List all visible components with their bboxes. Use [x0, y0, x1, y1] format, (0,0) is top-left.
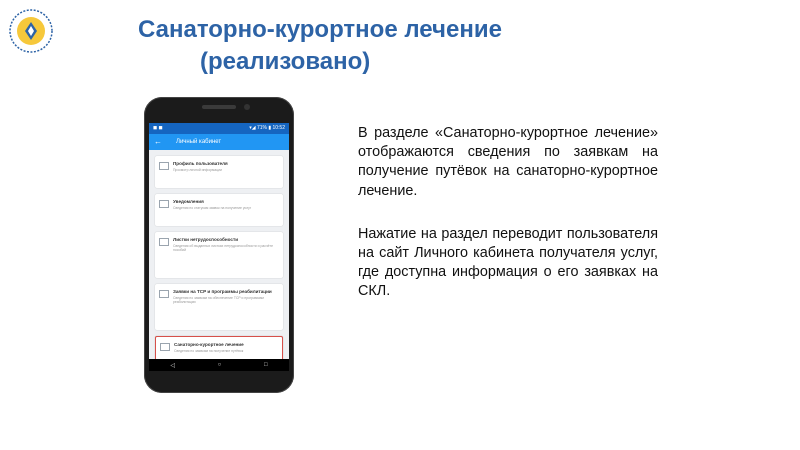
document-icon — [159, 162, 169, 170]
description — [358, 124, 658, 326]
phone-speaker — [202, 105, 236, 109]
card-sick-leave[interactable] — [155, 232, 283, 278]
card-title: Санаторно-курортное лечение — [174, 342, 244, 347]
cabinet-menu — [149, 150, 289, 371]
card-desc: Просмотр личной информации — [173, 167, 222, 172]
document-icon — [159, 200, 169, 208]
title-line1: Санаторно-курортное лечение — [138, 16, 502, 43]
card-title: Профиль пользователя — [173, 161, 228, 166]
card-desc: Сведения об выданных листках нетрудоспособности и расчёте пособий — [173, 243, 273, 252]
description-paragraph-1: В разделе «Санаторно-курортное лечение» отображаются сведения по заявкам на получение путёвок на санаторно-курортное лечение. — [358, 125, 658, 199]
title-line2: (реализовано) — [200, 48, 371, 75]
phone-screen — [149, 123, 289, 371]
card-rehab[interactable] — [155, 284, 283, 330]
card-desc: Сведения по статусам заявок на получение услуг — [173, 205, 252, 210]
app-bar-title: Личный кабинет — [176, 139, 222, 145]
app-bar — [149, 134, 289, 150]
description-paragraph-2: Нажатие на раздел переводит пользователя на сайт Личного кабинета получателя услуг, где доступна информация о его заявках на СКЛ. — [358, 225, 658, 300]
nav-back-icon[interactable]: ◁ — [170, 362, 175, 369]
nav-recent-icon[interactable]: □ — [264, 362, 268, 368]
document-icon — [159, 238, 169, 246]
back-arrow-icon[interactable]: ← — [154, 137, 162, 146]
phone-mockup — [144, 97, 294, 393]
status-right: ▾◢ 71% ▮ 10:52 — [249, 125, 285, 131]
card-profile[interactable] — [155, 156, 283, 188]
nav-home-icon[interactable]: ○ — [217, 362, 222, 368]
page-title — [138, 14, 658, 78]
phone-camera — [244, 104, 250, 110]
status-bar — [149, 123, 289, 134]
card-notifications[interactable] — [155, 194, 283, 226]
card-desc: Сведения по заявкам на обеспечение ТСР и программам реабилитации — [173, 295, 264, 304]
card-title: Уведомления — [173, 199, 204, 204]
card-title: Заявки на ТСР и программы реабилитации — [173, 289, 272, 294]
status-left: ◼ ◼ — [153, 125, 163, 131]
card-desc: Сведения по заявкам на получение путёвок — [174, 348, 244, 353]
document-icon — [160, 343, 170, 351]
fss-emblem-icon — [8, 8, 54, 54]
document-icon — [159, 290, 169, 298]
android-nav-bar — [149, 359, 289, 371]
card-title: Листки нетрудоспособности — [173, 237, 239, 242]
